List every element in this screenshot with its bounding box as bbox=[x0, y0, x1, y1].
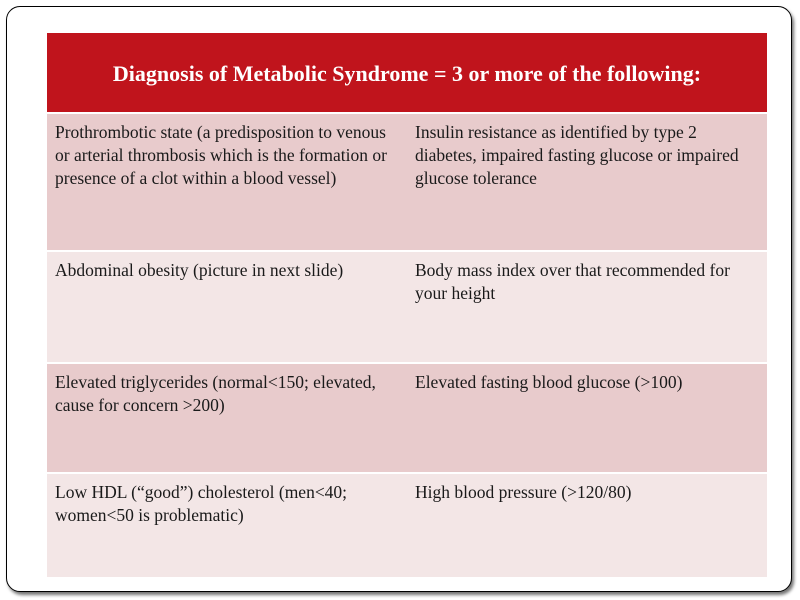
criterion-insulin-resistance: Insulin resistance as identified by type 2 diabetes, impaired fasting glucose or impaired glucose tolerance bbox=[407, 113, 767, 251]
criterion-hdl-cholesterol: Low HDL (“good”) cholesterol (men<40; women<50 is problematic) bbox=[47, 473, 407, 577]
criterion-prothrombotic-state: Prothrombotic state (a predisposition to venous or arterial thrombosis which is the formation or presence of a clot within a blood vessel) bbox=[47, 113, 407, 251]
criterion-triglycerides: Elevated triglycerides (normal<150; elevated, cause for concern >200) bbox=[47, 363, 407, 473]
criteria-table bbox=[47, 33, 767, 577]
table-title: Diagnosis of Metabolic Syndrome = 3 or more of the following: bbox=[47, 33, 767, 113]
table-row bbox=[47, 113, 767, 251]
criterion-abdominal-obesity: Abdominal obesity (picture in next slide) bbox=[47, 251, 407, 363]
table-row bbox=[47, 363, 767, 473]
table-row bbox=[47, 473, 767, 577]
criterion-body-mass-index: Body mass index over that recommended for your height bbox=[407, 251, 767, 363]
criterion-blood-pressure: High blood pressure (>120/80) bbox=[407, 473, 767, 577]
table-row bbox=[47, 251, 767, 363]
table-header-row bbox=[47, 33, 767, 113]
slide bbox=[6, 6, 792, 592]
criterion-fasting-glucose: Elevated fasting blood glucose (>100) bbox=[407, 363, 767, 473]
